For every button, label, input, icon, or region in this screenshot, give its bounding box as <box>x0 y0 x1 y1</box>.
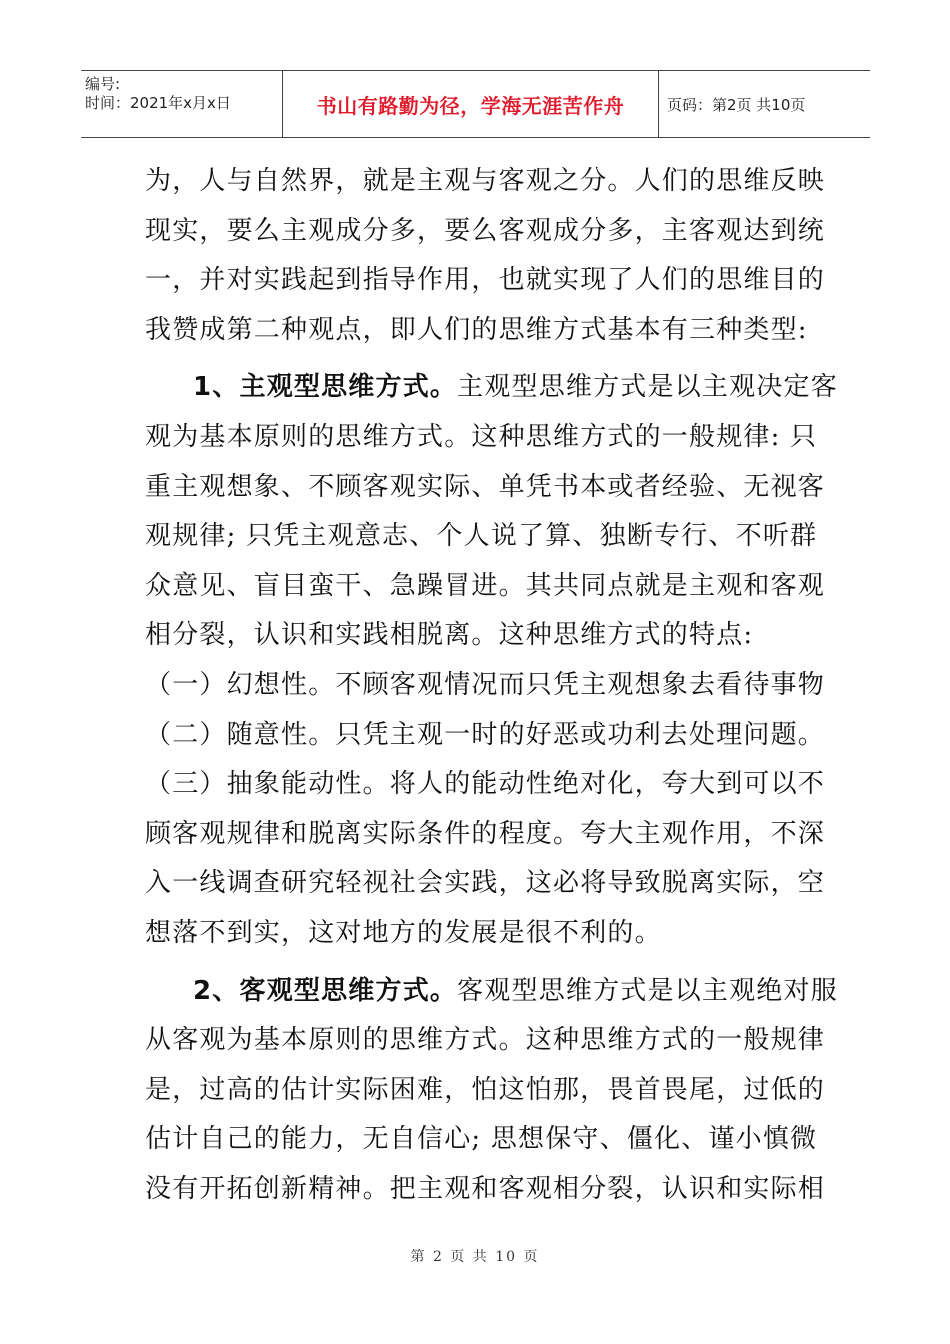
header-page-cell <box>659 71 870 137</box>
section-2-first-line <box>145 967 838 1017</box>
section-1-heading: 1、主观型思维方式。 <box>193 372 458 403</box>
text-line: 我赞成第二种观点，即人们的思维方式基本有三种类型: <box>145 314 808 345</box>
section-1-first-line <box>145 363 838 413</box>
document-body <box>145 157 838 1214</box>
page-code: 页码：第2页 共10页 <box>667 95 806 114</box>
text-line: 为，人与自然界，就是主观与客观之分。人们的思维反映 <box>145 166 826 196</box>
text-line: 没有开拓创新精神。把主观和客观相分裂，认识和实际相 <box>145 1173 826 1204</box>
section-2-heading: 2、客观型思维方式。 <box>193 975 458 1006</box>
text-line: 顾客观规律和脱离实际条件的程度。夸大主观作用，不深 <box>145 818 826 849</box>
text-line: （一）幻想性。不顾客观情况而只凭主观想象去看待事物 <box>145 669 826 700</box>
time-label: 时间：2021年x月x日 <box>85 94 231 112</box>
text-line: 相分裂，认识和实践相脱离。这种思维方式的特点: <box>145 620 754 651</box>
text-line: 观规律; 只凭主观意志、个人说了算、独断专行、不听群 <box>145 521 818 552</box>
text-line: 客观型思维方式是以主观绝对服 <box>457 975 838 1006</box>
text-line: 想落不到实，这对地方的发展是很不利的。 <box>145 917 662 948</box>
header-meta-cell <box>81 71 283 137</box>
text-line: 入一线调查研究轻视社会实践，这必将导致脱离实际，空 <box>145 868 826 899</box>
document-header <box>81 70 870 138</box>
text-line: 是，过高的估计实际困难，怕这怕那，畏首畏尾，过低的 <box>145 1074 826 1105</box>
text-line: （二）随意性。只凭主观一时的好恶或功利去处理问题。 <box>145 719 826 750</box>
text-line: 主观型思维方式是以主观决定客 <box>457 372 838 403</box>
motto-text: 书山有路勤为径，学海无涯苦作舟 <box>316 93 625 118</box>
number-label: 编号: <box>85 75 121 93</box>
text-line: 一，并对实践起到指导作用，也就实现了人们的思维目的 <box>145 265 826 296</box>
text-line: （三）抽象能动性。将人的能动性绝对化，夸大到可以不 <box>145 769 826 800</box>
page-footer: 第 2 页 共 10 页 <box>410 1249 540 1265</box>
text-line: 众意见、盲目蛮干、急躁冒进。其共同点就是主观和客观 <box>145 570 826 601</box>
text-line: 重主观想象、不顾客观实际、单凭书本或者经验、无视客 <box>145 471 826 502</box>
text-line: 现实，要么主观成分多，要么客观成分多，主客观达到统 <box>145 215 826 246</box>
header-motto-cell <box>283 71 659 137</box>
text-line: 从客观为基本原则的思维方式。这种思维方式的一般规律 <box>145 1025 826 1056</box>
text-line: 估计自己的能力，无自信心; 思想保守、僵化、谨小慎微 <box>145 1124 818 1155</box>
text-line: 观为基本原则的思维方式。这种思维方式的一般规律: 只 <box>145 421 818 452</box>
